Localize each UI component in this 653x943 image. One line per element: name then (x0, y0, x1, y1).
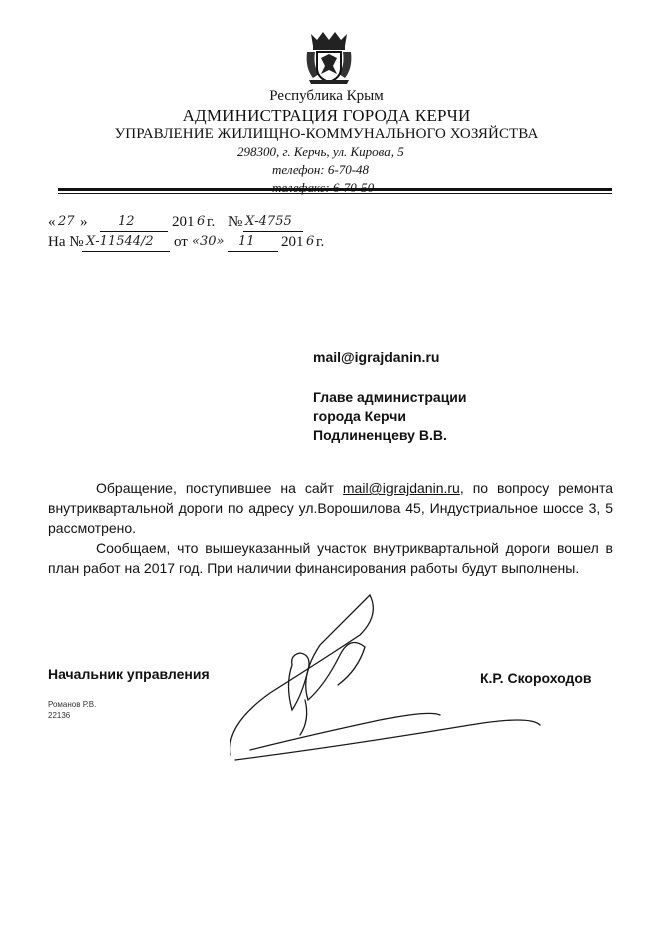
incoming-number: Х-11544/2 (86, 234, 154, 249)
incoming-year-digit: 6 (306, 234, 315, 249)
header-divider-thin (58, 193, 612, 194)
signatory-name: К.Р. Скороходов (480, 670, 592, 686)
incoming-number-underline (82, 251, 170, 252)
header-divider-thick (58, 188, 612, 191)
department-name: УПРАВЛЕНИЕ ЖИЛИЩНО-КОММУНАЛЬНОГО ХОЗЯЙСТВА (114, 126, 539, 142)
signatory-position: Начальник управления (48, 666, 210, 682)
coat-of-arms-icon (303, 28, 355, 86)
executor-phone: 22136 (48, 711, 71, 720)
email-link[interactable]: mail@igrajdanin.ru (342, 480, 460, 496)
incoming-month-underline (228, 251, 278, 252)
incoming-month: 11 (238, 234, 255, 249)
number-underline (243, 231, 303, 232)
phone-number: телефон: 6-70-48 (272, 162, 370, 177)
executor-name: Романов Р.В. (48, 700, 97, 709)
outgoing-number: Х-4755 (245, 214, 292, 229)
outgoing-day: 27 (58, 214, 75, 229)
administration-name: АДМИНИСТРАЦИЯ ГОРОДА КЕРЧИ (182, 106, 471, 125)
recipient-line-3: Подлиненцеву В.В. (313, 427, 447, 443)
outgoing-year-digit: 6 (197, 214, 206, 229)
recipient-line-2: города Керчи (313, 408, 406, 424)
recipient-line-1: Главе администрации (313, 389, 467, 405)
outgoing-month: 12 (118, 214, 135, 229)
region-name: Республика Крым (269, 88, 384, 104)
incoming-day: «30» (192, 234, 225, 249)
body-paragraph-2: Сообщаем, что вышеуказанный участок внутриквартальной дороги вошел в план работ на 2017 год. При наличии финансирования работы будут выполнены. (48, 540, 613, 576)
body-paragraph-1: Обращение, поступившее на сайт mail@igrajdanin.ru, по вопросу ремонта внутриквартальной дороги по адресу ул.Ворошилова 45, Индустриальное шоссе 3, 5 рассмотрено. (48, 480, 613, 536)
recipient-email: mail@igrajdanin.ru (313, 349, 440, 365)
postal-address: 298300, г. Керчь, ул. Кирова, 5 (237, 144, 404, 159)
month-underline (100, 231, 168, 232)
